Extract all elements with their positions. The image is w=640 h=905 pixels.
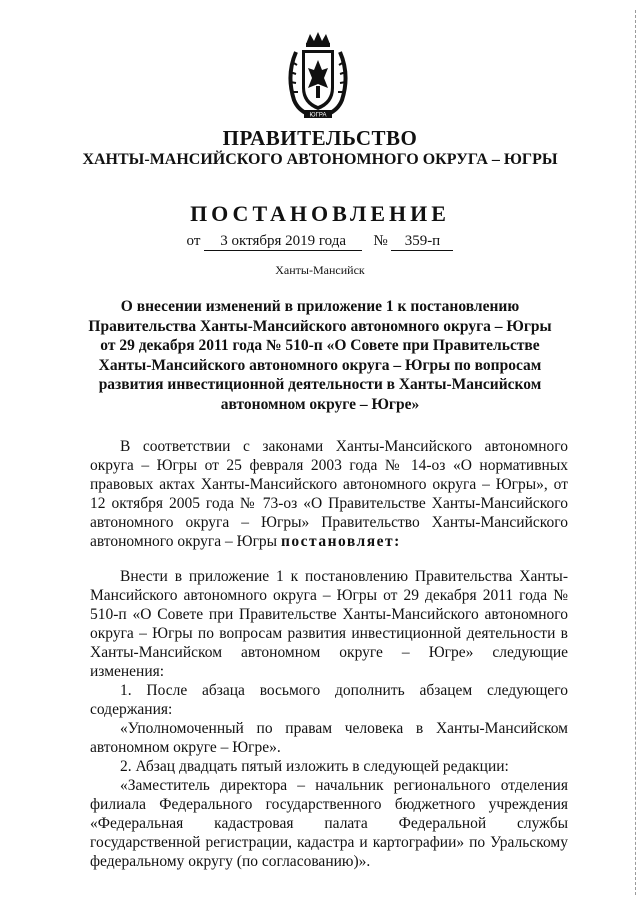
preamble-text: В соответствии с законами Ханты-Мансийского автономного округа – Югры от 25 февраля 2003 года № 14-оз «О нормативных правовых актах Ханты-Мансийского автономного округа – Югры», от 12 октября 2005 года № 73-оз «О Правительстве Ханты-Мансийского автономного округа – Югры» Правительство Ханты-Мансийского автономного округа – Югры xyxy=(90,438,568,550)
date-prefix: от xyxy=(186,233,201,249)
number-prefix: № xyxy=(373,233,388,249)
document-date: 3 октября 2019 года xyxy=(204,233,362,251)
document-heading: О внесении изменений в приложение 1 к постановлению Правительства Ханты-Мансийского автономного округа – Югры от 29 декабря 2011 года № 510-п «О Совете при Правительстве Ханты-Мансийского автономного округа – Югры по вопросам развития инвестиционной деятельности в Ханты-Мансийском автономном округе – Югре» xyxy=(88,298,552,413)
region-title: ХАНТЫ-МАНСИЙСКОГО АВТОНОМНОГО ОКРУГА – ЮГРЫ xyxy=(82,151,558,168)
date-number-line xyxy=(0,233,640,251)
document-number: 359-п xyxy=(391,233,453,251)
coat-of-arms-icon xyxy=(284,30,352,122)
document-body xyxy=(90,437,568,871)
item-1-paragraph: 1. После абзаца восьмого дополнить абзацем следующего содержания: xyxy=(90,682,568,718)
intro-paragraph: Внести в приложение 1 к постановлению Правительства Ханты-Мансийского автономного округа – Югры от 29 декабря 2011 года № 510-п «О Совете при Правительстве Ханты-Мансийского автономного округа – Югры по вопросам развития инвестиционной деятельности в Ханты-Мансийском автономном округе – Югре» следующие изменения: xyxy=(90,568,568,680)
city-name: Ханты-Мансийск xyxy=(275,263,365,277)
quote-1-paragraph: «Уполномоченный по правам человека в Ханты-Мансийском автономном округе – Югре». xyxy=(90,720,568,756)
quote-2-paragraph: «Заместитель директора – начальник регионального отделения филиала Федерального государственного бюджетного учреждения «Федеральная кадастровая палата Федеральной службы государственной регистрации, кадастра и картографии» по Уральскому федеральному округу (по согласованию)». xyxy=(90,777,568,870)
government-title: ПРАВИТЕЛЬСТВО xyxy=(222,126,418,150)
preamble-paragraph xyxy=(90,437,568,551)
emblem-caption: ЮГРА xyxy=(309,112,327,119)
decree-word: постановляет: xyxy=(280,533,401,550)
item-2-paragraph: 2. Абзац двадцать пятый изложить в следующей редакции: xyxy=(120,758,509,775)
document-type: ПОСТАНОВЛЕНИЕ xyxy=(190,201,450,226)
